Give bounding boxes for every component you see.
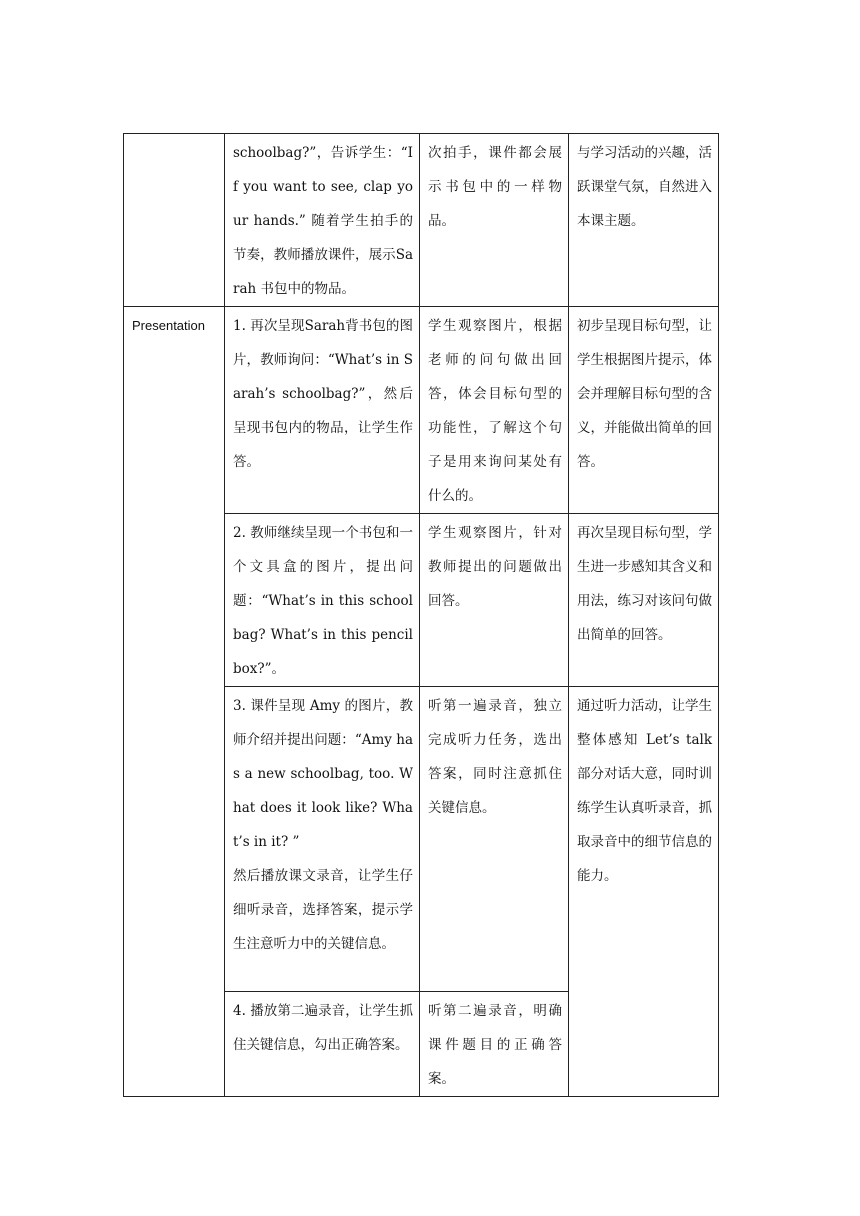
stage-cell [124,134,225,307]
teacher-activity-cell: 4. 播放第二遍录音，让学生抓住关键信息，勾出正确答案。 [225,992,420,1097]
purpose-cell: 通过听力活动，让学生整体感知 Let’s talk 部分对话大意，同时训练学生认真听录音，抓取录音中的细节信息的能力。 [569,687,719,1097]
purpose-cell: 初步呈现目标句型，让学生根据图片提示，体会并理解目标句型的含义，并能做出简单的回答。 [569,307,719,514]
student-activity-cell: 学生观察图片，针对教师提出的问题做出回答。 [420,514,569,687]
teacher-activity-cell: 2. 教师继续呈现一个书包和一个文具盒的图片，提出问题：“What’s in this schoolbag? What’s in this pencil box?”。 [225,514,420,687]
teacher-activity-cell: 1. 再次呈现Sarah背书包的图片，教师询问：“What’s in Sarah’s schoolbag?”，然后呈现书包内的物品，让学生作答。 [225,307,420,514]
teacher-activity-cell: schoolbag?”，告诉学生：“If you want to see, clap your hands.” 随着学生拍手的节奏，教师播放课件，展示Sarah 书包中的物品。 [225,134,420,307]
teacher-activity-cell: 3. 课件呈现 Amy 的图片，教师介绍并提出问题：“Amy has a new schoolbag, too. What does it look like? What’s in it? ” 然后播放课文录音，让学生仔细听录音，选择答案，提示学生注意听力中的关键信息。 [225,687,420,992]
table-row [124,307,719,514]
student-activity-cell: 听第二遍录音，明确课件题目的正确答案。 [420,992,569,1097]
student-activity-cell: 次拍手，课件都会展示书包中的一样物品。 [420,134,569,307]
lesson-plan-table [123,133,719,1097]
purpose-cell: 与学习活动的兴趣，活跃课堂气氛，自然进入本课主题。 [569,134,719,307]
student-activity-cell: 学生观察图片，根据老师的问句做出回答，体会目标句型的功能性，了解这个句子是用来询问某处有什么的。 [420,307,569,514]
stage-cell: Presentation [124,307,225,1097]
table-row [124,134,719,307]
purpose-cell: 再次呈现目标句型，学生进一步感知其含义和用法，练习对该问句做出简单的回答。 [569,514,719,687]
student-activity-cell: 听第一遍录音，独立完成听力任务，选出答案，同时注意抓住关键信息。 [420,687,569,992]
